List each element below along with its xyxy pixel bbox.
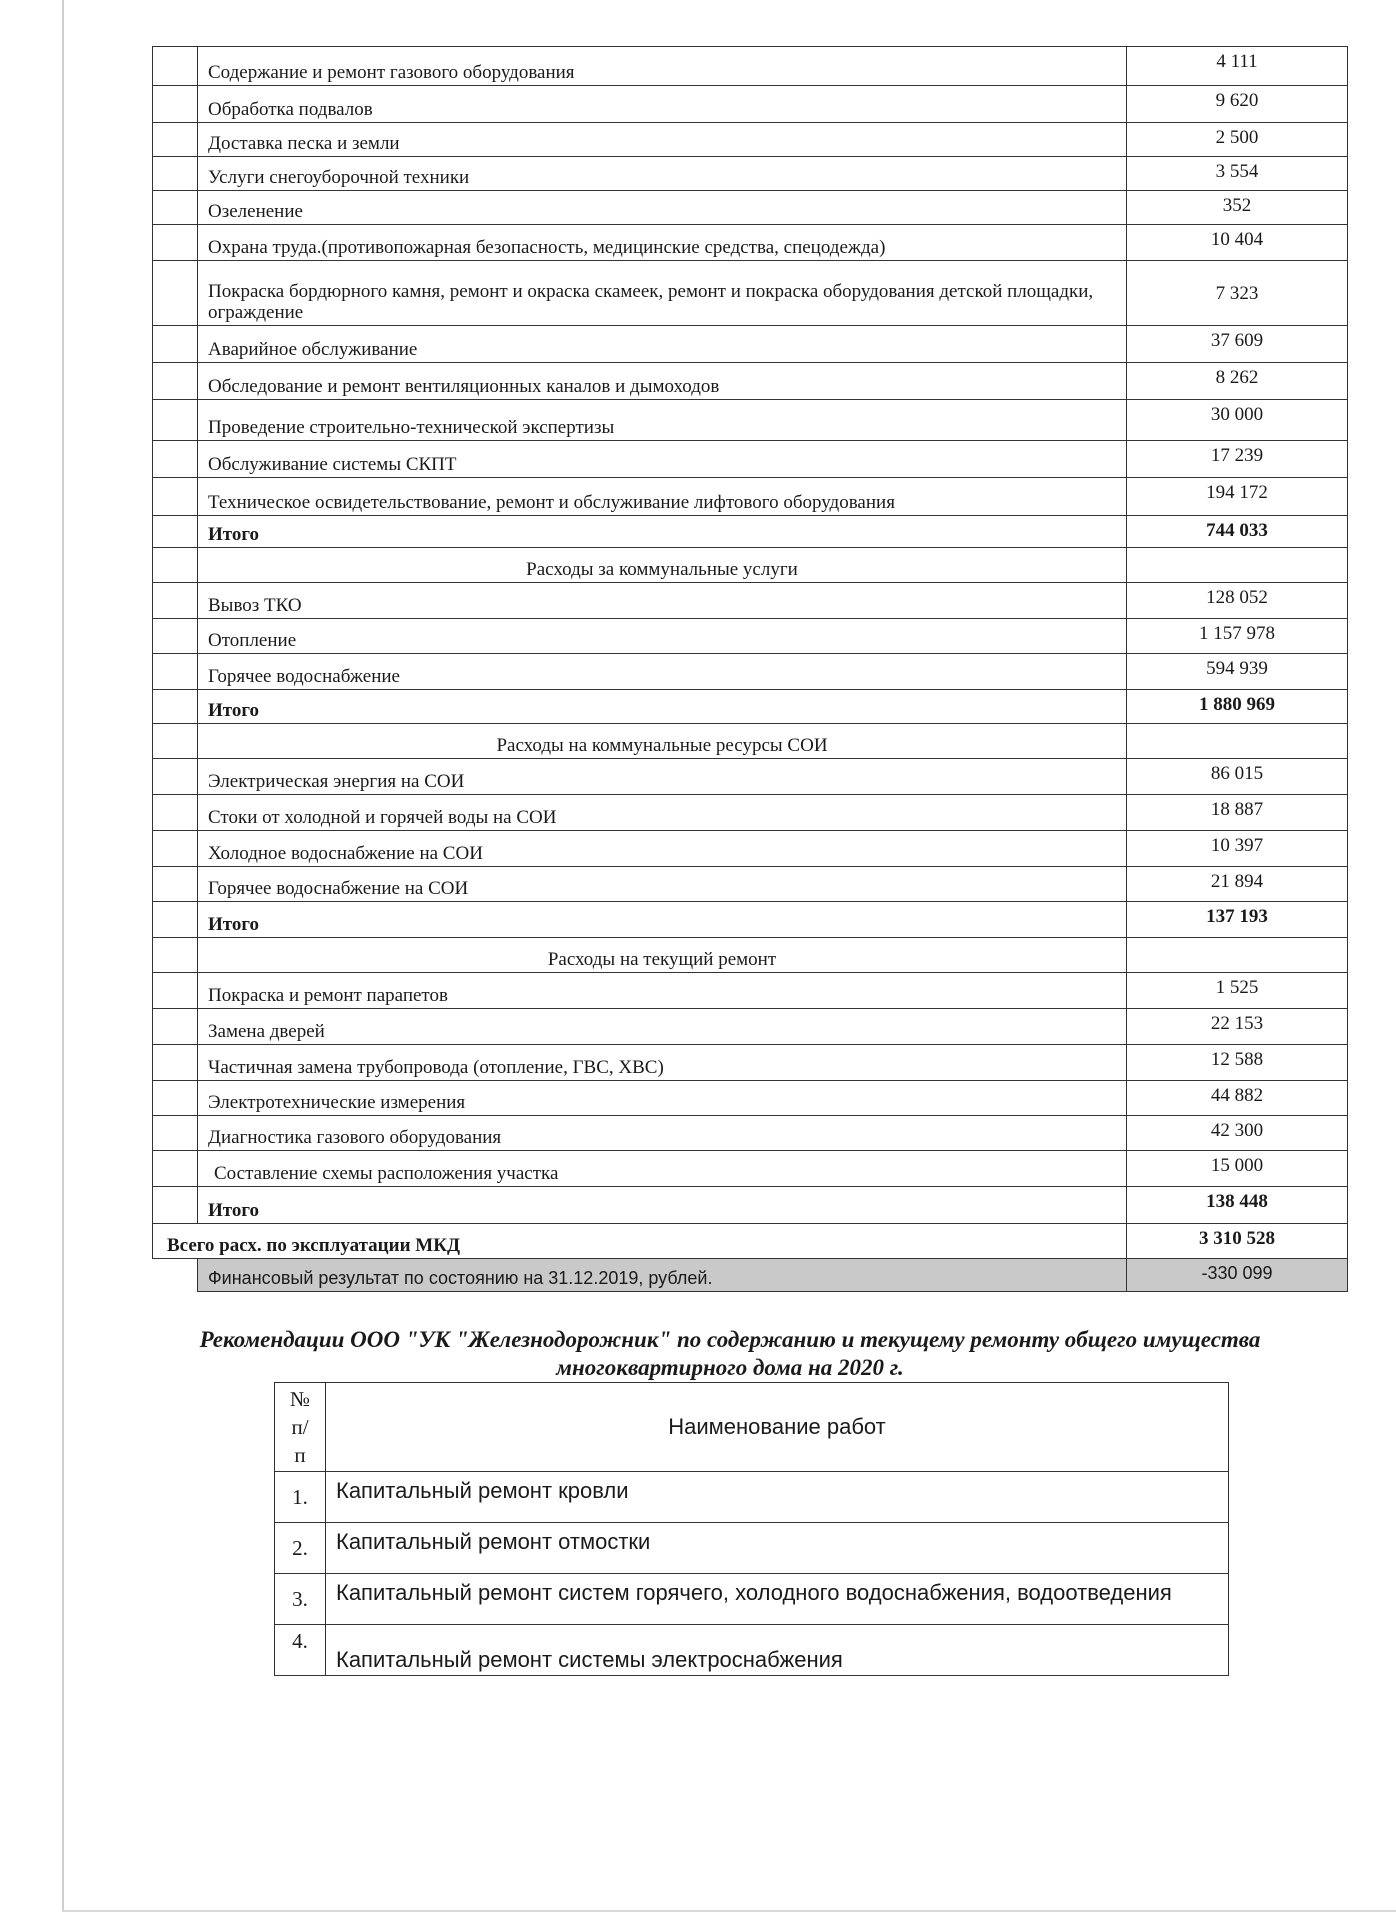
row-blank-cell bbox=[153, 690, 198, 724]
total-value: 138 448 bbox=[1127, 1187, 1348, 1224]
recommendations-title: Рекомендации ООО "УК "Железнодорожник" по содержанию и текущему ремонту общего имущества многоквартирного дома на 2020 г. bbox=[199, 1327, 1261, 1380]
expense-name: Услуги снегоуборочной техники bbox=[198, 157, 1127, 191]
expense-name: Доставка песка и земли bbox=[198, 123, 1127, 157]
row-blank-cell bbox=[153, 902, 198, 938]
section-heading: Расходы за коммунальные услуги bbox=[198, 548, 1127, 583]
table-row bbox=[153, 478, 1348, 516]
expense-name: Электротехнические измерения bbox=[198, 1081, 1127, 1116]
table-row bbox=[153, 400, 1348, 441]
row-blank-cell bbox=[153, 261, 198, 326]
expense-name: Техническое освидетельствование, ремонт и обслуживание лифтового оборудования bbox=[198, 478, 1127, 516]
expense-value: 7 323 bbox=[1127, 261, 1348, 326]
expense-value: 9 620 bbox=[1127, 86, 1348, 123]
expenses-table bbox=[152, 46, 1348, 1292]
expense-value: 21 894 bbox=[1127, 867, 1348, 902]
section-heading: Расходы на коммунальные ресурсы СОИ bbox=[198, 724, 1127, 759]
header-number: № п/ п bbox=[275, 1383, 326, 1472]
total-label: Итого bbox=[198, 1187, 1127, 1224]
row-blank-cell bbox=[153, 867, 198, 902]
total-label: Итого bbox=[198, 516, 1127, 548]
expense-name: Горячее водоснабжение bbox=[198, 654, 1127, 690]
expense-value: 17 239 bbox=[1127, 441, 1348, 478]
financial-result-row bbox=[153, 1259, 1348, 1292]
table-row bbox=[153, 1116, 1348, 1151]
row-blank-cell bbox=[153, 123, 198, 157]
row-blank-cell bbox=[153, 225, 198, 261]
financial-result-value: -330 099 bbox=[1127, 1259, 1348, 1292]
row-blank-cell bbox=[153, 1187, 198, 1224]
row-blank-cell bbox=[153, 619, 198, 654]
expense-value: 44 882 bbox=[1127, 1081, 1348, 1116]
row-blank-cell bbox=[153, 1081, 198, 1116]
row-blank-cell bbox=[153, 478, 198, 516]
section-value-blank bbox=[1127, 724, 1348, 759]
row-blank-cell bbox=[153, 795, 198, 831]
expense-value: 42 300 bbox=[1127, 1116, 1348, 1151]
expense-value: 86 015 bbox=[1127, 759, 1348, 795]
table-row bbox=[153, 831, 1348, 867]
table-row bbox=[153, 363, 1348, 400]
expense-name: Озеленение bbox=[198, 191, 1127, 225]
expense-name: Отопление bbox=[198, 619, 1127, 654]
row-blank-cell bbox=[153, 1259, 198, 1292]
total-value: 137 193 bbox=[1127, 902, 1348, 938]
row-blank-cell bbox=[153, 938, 198, 973]
expense-name: Охрана труда.(противопожарная безопасность, медицинские средства, спецодежда) bbox=[198, 225, 1127, 261]
recommendation-number: 3. bbox=[275, 1574, 326, 1625]
page-edge-line bbox=[62, 0, 64, 1910]
expense-name: Диагностика газового оборудования bbox=[198, 1116, 1127, 1151]
table-row bbox=[153, 759, 1348, 795]
total-row bbox=[153, 516, 1348, 548]
row-blank-cell bbox=[153, 1009, 198, 1045]
expense-name: Аварийное обслуживание bbox=[198, 326, 1127, 363]
table-row bbox=[153, 47, 1348, 86]
expense-value: 3 554 bbox=[1127, 157, 1348, 191]
expense-value: 8 262 bbox=[1127, 363, 1348, 400]
financial-result-label: Финансовый результат по состоянию на 31.12.2019, рублей. bbox=[198, 1259, 1127, 1292]
expense-value: 15 000 bbox=[1127, 1151, 1348, 1187]
recommendation-number: 2. bbox=[275, 1523, 326, 1574]
row-blank-cell bbox=[153, 47, 198, 86]
expense-value: 18 887 bbox=[1127, 795, 1348, 831]
expense-value: 30 000 bbox=[1127, 400, 1348, 441]
table-row bbox=[153, 795, 1348, 831]
expense-name: Покраска бордюрного камня, ремонт и окраска скамеек, ремонт и покраска оборудования детской площадки, ограждение bbox=[198, 261, 1127, 326]
table-row bbox=[153, 261, 1348, 326]
expense-value: 10 397 bbox=[1127, 831, 1348, 867]
expense-value: 352 bbox=[1127, 191, 1348, 225]
total-row bbox=[153, 1187, 1348, 1224]
row-blank-cell bbox=[153, 759, 198, 795]
table-row bbox=[153, 1081, 1348, 1116]
row-blank-cell bbox=[153, 363, 198, 400]
header-work-name: Наименование работ bbox=[326, 1383, 1229, 1472]
section-heading: Расходы на текущий ремонт bbox=[198, 938, 1127, 973]
table-row bbox=[153, 225, 1348, 261]
table-row bbox=[153, 157, 1348, 191]
row-blank-cell bbox=[153, 1045, 198, 1081]
expense-value: 2 500 bbox=[1127, 123, 1348, 157]
row-blank-cell bbox=[153, 724, 198, 759]
row-blank-cell bbox=[153, 973, 198, 1009]
total-value: 1 880 969 bbox=[1127, 690, 1348, 724]
expense-name: Покраска и ремонт парапетов bbox=[198, 973, 1127, 1009]
expense-value: 194 172 bbox=[1127, 478, 1348, 516]
table-row bbox=[153, 654, 1348, 690]
total-row bbox=[153, 690, 1348, 724]
recommendation-number: 4. bbox=[275, 1625, 326, 1676]
recommendation-row bbox=[275, 1625, 1229, 1676]
expense-name: Обслуживание системы СКПТ bbox=[198, 441, 1127, 478]
row-blank-cell bbox=[153, 157, 198, 191]
expense-name: Замена дверей bbox=[198, 1009, 1127, 1045]
recommendation-name: Капитальный ремонт системы электроснабжения bbox=[326, 1625, 1229, 1676]
table-row bbox=[153, 619, 1348, 654]
section-row bbox=[153, 724, 1348, 759]
row-blank-cell bbox=[153, 583, 198, 619]
expense-name: Вывоз ТКО bbox=[198, 583, 1127, 619]
row-blank-cell bbox=[153, 86, 198, 123]
expense-name: Обследование и ремонт вентиляционных каналов и дымоходов bbox=[198, 363, 1127, 400]
recommendations-table bbox=[274, 1382, 1229, 1676]
table-row bbox=[153, 86, 1348, 123]
expense-value: 128 052 bbox=[1127, 583, 1348, 619]
expense-value: 22 153 bbox=[1127, 1009, 1348, 1045]
recommendation-row bbox=[275, 1574, 1229, 1625]
table-row bbox=[153, 583, 1348, 619]
expense-value: 1 157 978 bbox=[1127, 619, 1348, 654]
row-blank-cell bbox=[153, 1116, 198, 1151]
expense-value: 4 111 bbox=[1127, 47, 1348, 86]
row-blank-cell bbox=[153, 191, 198, 225]
total-row bbox=[153, 902, 1348, 938]
expense-value: 37 609 bbox=[1127, 326, 1348, 363]
grand-total-label: Всего расх. по эксплуатации МКД bbox=[153, 1224, 1127, 1259]
expense-name: Содержание и ремонт газового оборудования bbox=[198, 47, 1127, 86]
expense-value: 10 404 bbox=[1127, 225, 1348, 261]
expense-name: Обработка подвалов bbox=[198, 86, 1127, 123]
recommendation-row bbox=[275, 1472, 1229, 1523]
table-row bbox=[153, 1151, 1348, 1187]
section-value-blank bbox=[1127, 548, 1348, 583]
expense-name: Стоки от холодной и горячей воды на СОИ bbox=[198, 795, 1127, 831]
expenses-table-body bbox=[153, 47, 1348, 1292]
expense-name: Горячее водоснабжение на СОИ bbox=[198, 867, 1127, 902]
total-label: Итого bbox=[198, 690, 1127, 724]
total-label: Итого bbox=[198, 902, 1127, 938]
expense-value: 12 588 bbox=[1127, 1045, 1348, 1081]
section-row bbox=[153, 938, 1348, 973]
row-blank-cell bbox=[153, 516, 198, 548]
row-blank-cell bbox=[153, 654, 198, 690]
expense-name: Частичная замена трубопровода (отопление, ГВС, ХВС) bbox=[198, 1045, 1127, 1081]
expense-value: 594 939 bbox=[1127, 654, 1348, 690]
recommendation-name: Капитальный ремонт кровли bbox=[326, 1472, 1229, 1523]
section-value-blank bbox=[1127, 938, 1348, 973]
table-row bbox=[153, 326, 1348, 363]
grand-total-row bbox=[153, 1224, 1348, 1259]
table-row bbox=[153, 867, 1348, 902]
section-row bbox=[153, 548, 1348, 583]
recommendation-name: Капитальный ремонт отмостки bbox=[326, 1523, 1229, 1574]
expense-value: 1 525 bbox=[1127, 973, 1348, 1009]
row-blank-cell bbox=[153, 1151, 198, 1187]
row-blank-cell bbox=[153, 441, 198, 478]
table-row bbox=[153, 441, 1348, 478]
page-bottom-line bbox=[62, 1910, 1396, 1912]
table-row bbox=[153, 1009, 1348, 1045]
recommendation-row bbox=[275, 1523, 1229, 1574]
row-blank-cell bbox=[153, 326, 198, 363]
expense-name: Составление схемы расположения участка bbox=[198, 1151, 1127, 1187]
row-blank-cell bbox=[153, 831, 198, 867]
table-row bbox=[153, 123, 1348, 157]
total-value: 744 033 bbox=[1127, 516, 1348, 548]
expense-name: Электрическая энергия на СОИ bbox=[198, 759, 1127, 795]
row-blank-cell bbox=[153, 400, 198, 441]
table-row bbox=[153, 973, 1348, 1009]
grand-total-value: 3 310 528 bbox=[1127, 1224, 1348, 1259]
expense-name: Холодное водоснабжение на СОИ bbox=[198, 831, 1127, 867]
recommendation-number: 1. bbox=[275, 1472, 326, 1523]
row-blank-cell bbox=[153, 548, 198, 583]
recommendations-table-body bbox=[275, 1383, 1229, 1676]
recommendation-name: Капитальный ремонт систем горячего, холодного водоснабжения, водоотведения bbox=[326, 1574, 1229, 1625]
table-row bbox=[153, 191, 1348, 225]
table-row bbox=[153, 1045, 1348, 1081]
recommendations-header-row bbox=[275, 1383, 1229, 1472]
expense-name: Проведение строительно-технической экспертизы bbox=[198, 400, 1127, 441]
